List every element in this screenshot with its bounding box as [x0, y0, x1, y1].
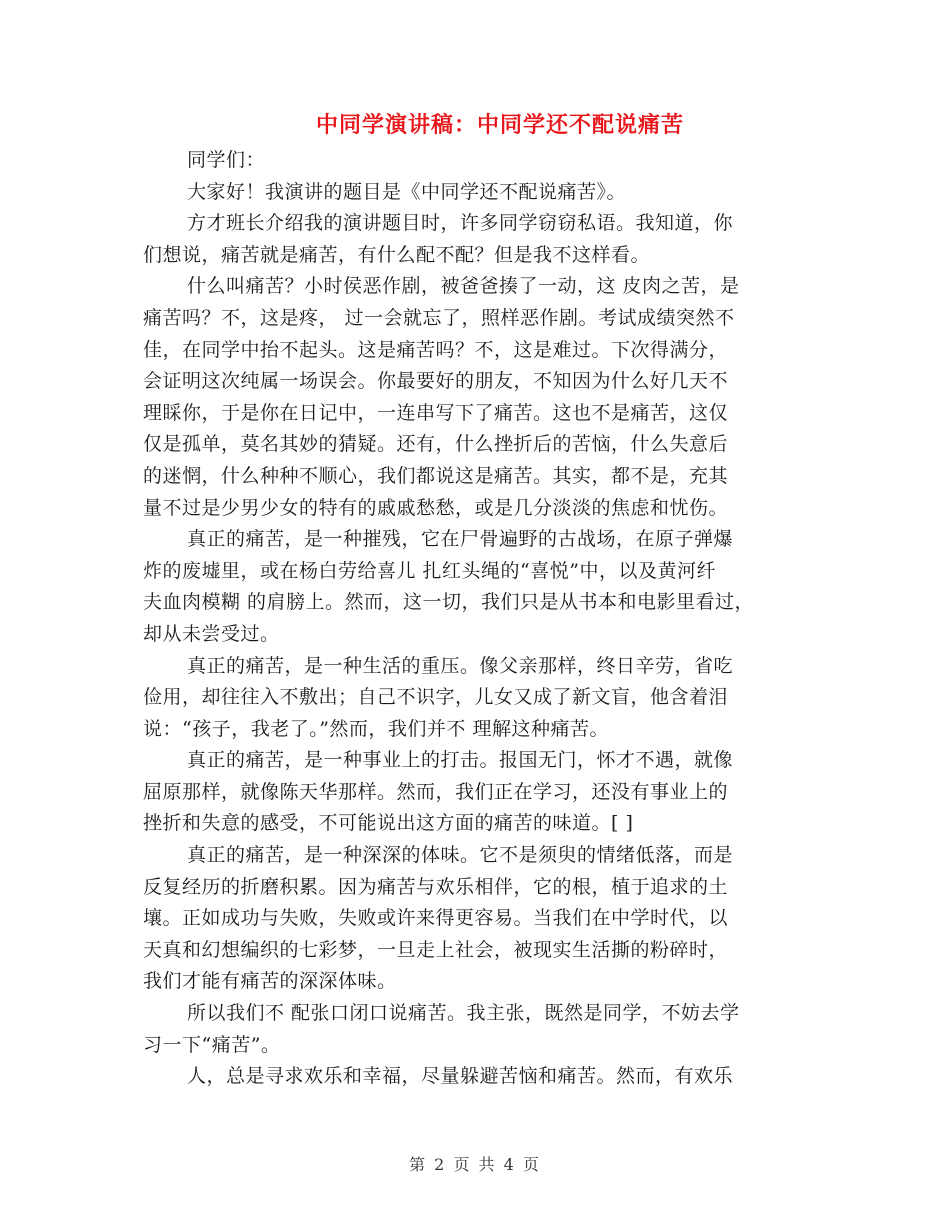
body-line: 仅是孤单，莫名其妙的猜疑。还有，什么挫折后的苦恼，什么失意后 — [143, 433, 729, 456]
body-line: 同学们： — [187, 149, 266, 171]
document-title: 中同学演讲稿：中同学还不配说痛苦 — [315, 113, 684, 138]
body-line: 所以我们不 配张口闭口说痛苦。我主张，既然是同学，不妨去学 — [187, 1002, 740, 1025]
body-line: 人，总是寻求欢乐和幸福，尽量躲避苦恼和痛苦。然而，有欢乐 — [187, 1065, 734, 1088]
body-line: 的迷惘，什么种种不顺心，我们都说这是痛苦。其实，都不是，充其 — [143, 464, 729, 487]
body-line: 真正的痛苦，是一种深深的体味。它不是须臾的情绪低落，而是 — [187, 844, 734, 867]
body-line: 习一下“痛苦”。 — [143, 1033, 281, 1056]
body-line: 壤。正如成功与失败，失败或许来得更容易。当我们在中学时代，以 — [143, 907, 729, 930]
body-line: 反复经历的折磨积累。因为痛苦与欢乐相伴，它的根，植于追求的土 — [143, 875, 729, 898]
body-line: 天真和幻想编织的七彩梦，一旦走上社会，被现实生活撕的粉碎时， — [143, 938, 729, 961]
document-body — [143, 145, 813, 1093]
body-line: 大家好！我演讲的题目是《中同学还不配说痛苦》。 — [187, 180, 627, 203]
body-line: 量不过是少男少女的特有的戚戚愁愁，或是几分淡淡的焦虑和忧伤。 — [143, 496, 729, 519]
page-number-footer: 第 2 页 共 4 页 — [409, 1155, 541, 1174]
body-line: 屈原那样，就像陈天华那样。然而，我们正在学习，还没有事业上的 — [143, 780, 729, 803]
body-line: 什么叫痛苦？小时侯恶作剧，被爸爸揍了一动，这 皮肉之苦，是 — [187, 275, 740, 298]
body-line: 们想说，痛苦就是痛苦，有什么配不配？但是我不这样看。 — [143, 243, 651, 266]
body-line: 俭用，却往往入不敷出；自己不识字，儿女又成了新文盲，他含着泪 — [143, 686, 729, 709]
body-line: 真正的痛苦，是一种摧残，它在尸骨遍野的古战场，在原子弹爆 — [187, 528, 734, 551]
body-line: 我们才能有痛苦的深深体味。 — [143, 970, 397, 993]
body-line: 会证明这次纯属一场误会。你最要好的朋友，不知因为什么好几天不 — [143, 370, 729, 393]
body-line: 挫折和失意的感受，不可能说出这方面的痛苦的味道。[ ] — [143, 812, 634, 835]
body-line: 痛苦吗？不，这是疼， 过一会就忘了，照样恶作剧。考试成绩突然不 — [143, 306, 735, 329]
body-line: 炸的废墟里，或在杨白劳给喜儿 扎红头绳的“喜悦”中，以及黄河纤 — [143, 559, 716, 582]
body-line: 夫血肉模糊 的肩膀上。然而，这一切，我们只是从书本和电影里看过， — [143, 591, 755, 614]
body-line: 真正的痛苦，是一种事业上的打击。报国无门，怀才不遇，就像 — [187, 749, 734, 772]
body-line: 理睬你，于是你在日记中，一连串写下了痛苦。这也不是痛苦，这仅 — [143, 401, 729, 424]
body-line: 说：“孩子，我老了。”然而，我们并不 理解这种痛苦。 — [143, 717, 609, 740]
body-line: 真正的痛苦，是一种生活的重压。像父亲那样，终日辛劳，省吃 — [187, 654, 734, 677]
body-line: 佳，在同学中抬不起头。这是痛苦吗？不，这是难过。下次得满分， — [143, 338, 729, 361]
body-line: 却从未尝受过。 — [143, 622, 280, 645]
body-line: 方才班长介绍我的演讲题目时，许多同学窃窃私语。我知道，你 — [187, 212, 734, 235]
